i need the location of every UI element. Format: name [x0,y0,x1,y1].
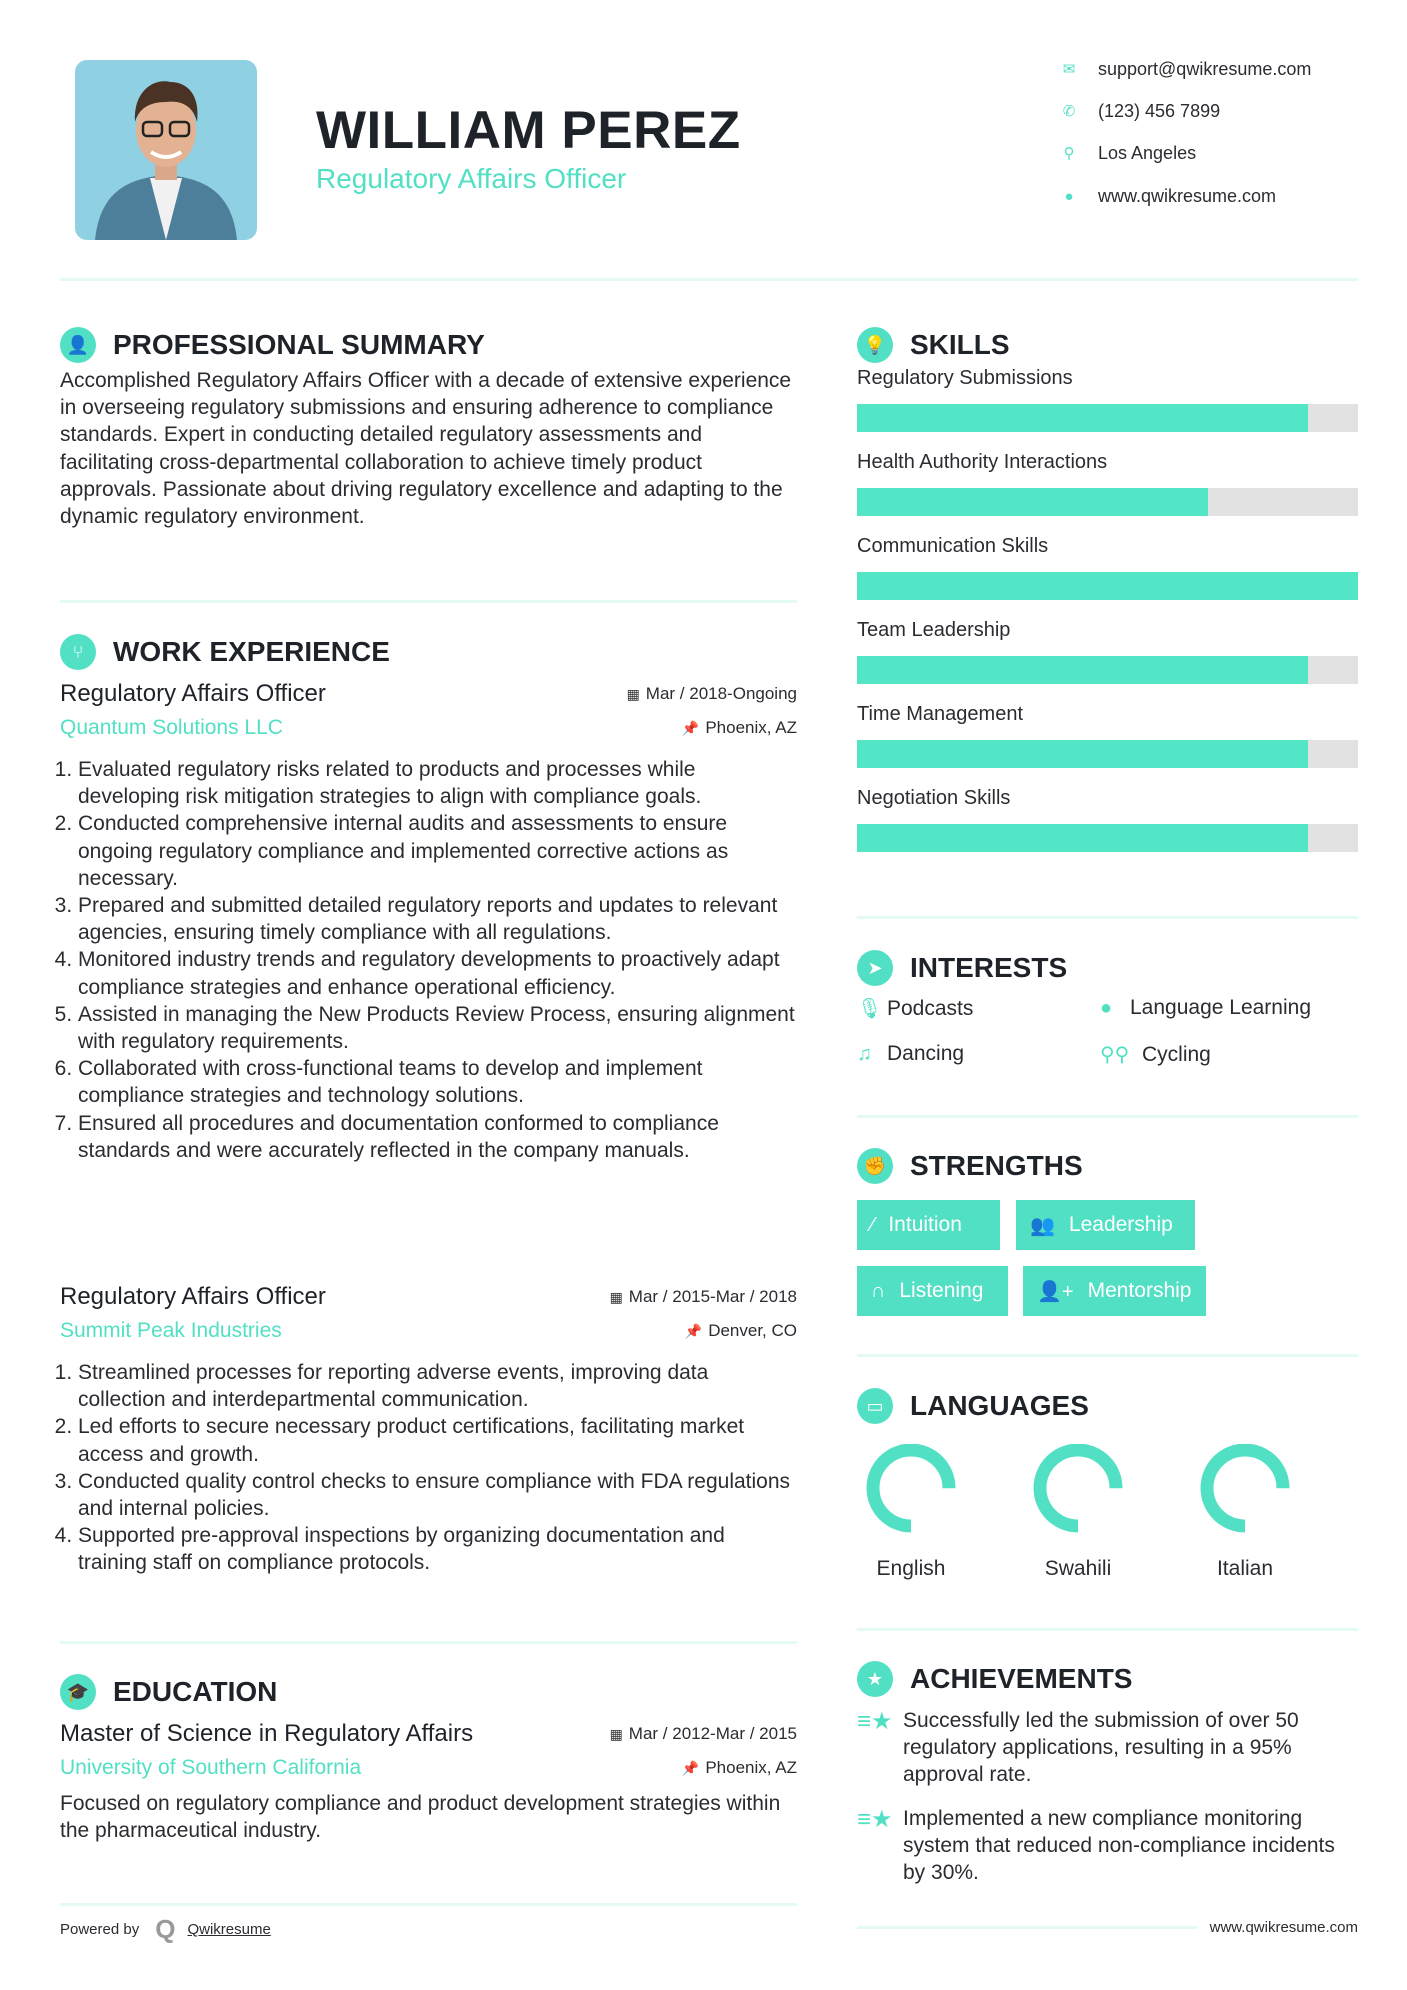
footer-divider [857,1926,1197,1929]
education-location-text: Phoenix, AZ [705,1758,797,1777]
strength-label: Mentorship [1087,1279,1192,1302]
profile-photo [75,60,257,240]
achievement-item [857,1707,1358,1789]
strength-tag [857,1266,1008,1316]
education-heading-text: EDUCATION [113,1676,278,1707]
pin-icon: 📌 [681,1760,700,1776]
skill-label: Negotiation Skills [857,787,1011,809]
skill-label: Regulatory Submissions [857,367,1073,389]
id-card-icon: ▭ [857,1388,893,1424]
globe-icon: ● [1100,996,1113,1019]
fist-icon: ✊ [857,1148,893,1184]
powered-by-text: Powered by [60,1921,140,1938]
language-label: English [876,1557,946,1580]
skill-bar [857,740,1358,768]
degree-title: Master of Science in Regulatory Affairs [60,1720,474,1747]
list-item: 2. Led efforts to secure necessary product certifications, facilitating market access and growth. [78,1413,797,1467]
achievement-text: Implemented a new compliance monitoring system that reduced non-compliance incidents by 30%. [903,1806,1335,1885]
language-proficiency-ring [1207,1450,1283,1526]
powered-by [60,1914,271,1945]
contact-email-text: support@qwikresume.com [1098,58,1312,79]
work-experience-section [60,632,797,1164]
list-item: 1. Evaluated regulatory risks related to products and processes while developing risk mitigation strategies to align with compliance goals. [78,756,797,810]
languages-heading [857,1386,1358,1426]
work-heading-text: WORK EXPERIENCE [113,636,390,667]
microphone-icon: 🎙 [857,998,883,1020]
envelope-icon: ✉ [1062,61,1076,78]
skill-item [857,703,1358,768]
language-label: Italian [1216,1557,1274,1580]
strengths-heading-text: STRENGTHS [910,1150,1083,1181]
languages-section [857,1386,1358,1426]
strength-label: Leadership [1068,1213,1173,1236]
skill-bar-fill [857,404,1308,432]
achievements-section [857,1659,1358,1902]
skill-bar-fill [857,824,1308,852]
list-item: 4. Monitored industry trends and regulatory developments to proactively adapt compliance strategies and enhance operational efficiency. [78,946,797,1000]
magic-wand-icon: ⁄ [871,1213,875,1236]
interest-label: Language Learning [1130,996,1312,1019]
school-name: University of Southern California [60,1756,362,1779]
shooting-star-icon: ≡★ [857,1708,893,1735]
list-item: 3. Prepared and submitted detailed regulatory reports and updates to relevant agencies, ensuring timely compliance with all regulations. [78,892,797,946]
job-location-text: Phoenix, AZ [705,718,797,737]
skill-label: Team Leadership [857,619,1011,641]
section-divider [60,1641,797,1644]
section-divider [857,1354,1358,1357]
summary-heading-text: PROFESSIONAL SUMMARY [113,329,485,360]
contact-website[interactable] [1058,184,1276,208]
language-proficiency-ring [873,1450,949,1526]
skill-item [857,451,1358,516]
job-dates [610,1287,797,1307]
skill-label: Communication Skills [857,535,1049,557]
language-label: Swahili [1044,1557,1112,1580]
job-dates-text: Mar / 2015-Mar / 2018 [628,1287,797,1306]
skill-bar-fill [857,740,1308,768]
strengths-heading [857,1146,1358,1186]
skill-bar-fill [857,488,1208,516]
list-item: 4. Supported pre-approval inspections by organizing documentation and training staff on compliance protocols. [78,1522,797,1576]
skill-bar [857,488,1358,516]
achievements-heading [857,1659,1358,1699]
brand-link[interactable]: Qwikresume [187,1921,271,1938]
education-location [682,1758,797,1778]
skill-label: Time Management [857,703,1023,725]
job-title: Regulatory Affairs Officer [60,680,326,707]
work-heading [60,632,797,672]
strengths-section [857,1146,1358,1186]
skill-bar [857,572,1358,600]
language-item [851,1444,971,1581]
job-company: Quantum Solutions LLC [60,716,283,739]
interest-item [1100,1042,1211,1067]
strength-label: Intuition [888,1213,962,1236]
list-item: 2. Conducted comprehensive internal audits and assessments to ensure ongoing regulatory compliance and implemented corrective actions as necessary. [78,810,797,892]
interest-item [1100,996,1311,1020]
contact-location [1058,141,1196,165]
shooting-star-icon: ≡★ [857,1805,893,1833]
phone-icon: ✆ [1062,103,1076,120]
job-location [682,718,797,738]
interests-section [857,948,1358,988]
strength-tag [857,1200,1000,1250]
achievement-text: Successfully led the submission of over 50 regulatory applications, resulting in a 95% approval rate. [903,1709,1299,1787]
strength-tag [1016,1200,1195,1250]
job-title: Regulatory Affairs Officer [60,1283,326,1310]
job-dates-text: Mar / 2018-Ongoing [645,684,797,703]
list-item: 7. Ensured all procedures and documentation conformed to compliance standards and were accurately reflected in the company manuals. [78,1110,797,1164]
candidate-title: Regulatory Affairs Officer [316,163,627,194]
job-bullets [60,1359,797,1577]
contact-phone-text: (123) 456 7899 [1098,100,1221,121]
skill-bar [857,656,1358,684]
achievements-heading-text: ACHIEVEMENTS [910,1663,1133,1694]
list-item: 5. Assisted in managing the New Products Review Process, ensuring alignment with regulatory requirements. [78,1001,797,1055]
interest-label: Cycling [1142,1042,1211,1066]
header-divider [60,278,1358,281]
contact-phone[interactable] [1058,99,1220,123]
skills-heading-text: SKILLS [910,329,1010,360]
map-pin-icon: ⚲ [1063,145,1075,162]
skill-label: Health Authority Interactions [857,451,1108,473]
pin-icon: 📌 [684,1323,703,1339]
job-location-text: Denver, CO [708,1321,797,1340]
footer-website[interactable]: www.qwikresume.com [1209,1919,1358,1936]
music-note-icon: ♫ [857,1042,872,1065]
job-bullets [60,756,797,1164]
paper-plane-icon: ➤ [857,950,893,986]
interest-label: Dancing [887,1042,965,1065]
user-icon: 👤 [60,327,96,363]
education-dates [610,1724,797,1744]
language-item [1018,1444,1138,1581]
languages-heading-text: LANGUAGES [910,1390,1089,1421]
footer-divider [60,1903,797,1906]
users-icon: 👥 [1030,1214,1055,1237]
job-entry [60,680,797,1164]
education-description: Focused on regulatory compliance and product development strategies within the pharmaceutical industry. [60,1792,781,1843]
skill-bar [857,824,1358,852]
list-item: 6. Collaborated with cross-functional teams to develop and implement compliance strategies and technology solutions. [78,1055,797,1109]
contact-email[interactable] [1058,57,1311,81]
section-divider [857,1115,1358,1118]
headphones-icon: ∩ [871,1279,886,1302]
skill-bar-fill [857,572,1358,600]
user-plus-icon: 👤+ [1037,1280,1074,1303]
interests-heading [857,948,1358,988]
bicycle-icon: ⚲⚲ [1100,1044,1130,1066]
job-entry [60,1283,797,1577]
pin-icon: 📌 [681,720,700,736]
skill-item [857,367,1358,432]
professional-summary-section [60,325,797,530]
skill-bar [857,404,1358,432]
skill-bar-fill [857,656,1308,684]
list-item: 3. Conducted quality control checks to ensure compliance with FDA regulations and internal policies. [78,1468,797,1522]
list-item: 1. Streamlined processes for reporting adverse events, improving data collection and interdepartmental communication. [78,1359,797,1413]
lightbulb-icon: 💡 [857,327,893,363]
globe-icon: ● [1064,187,1074,205]
language-item [1185,1444,1305,1581]
interest-item [857,996,973,1021]
graduate-icon: 🎓 [60,1674,96,1710]
section-divider [857,916,1358,919]
skills-heading [857,325,1358,365]
qwikresume-logo-icon: Q [155,1914,176,1944]
skill-item [857,619,1358,684]
strength-label: Listening [899,1279,984,1302]
summary-text: Accomplished Regulatory Affairs Officer with a decade of extensive experience in overseeing regulatory submissions and ensuring adherence to compliance standards. Expert in conducting detailed regulatory assessments and facilitating cross-departmental collaboration to achieve timely product approvals. Passionate about driving regulatory excellence and adapting to the dynamic regulatory environment. [60,369,792,529]
job-company: Summit Peak Industries [60,1319,282,1342]
contact-location-text: Los Angeles [1098,142,1197,163]
calendar-icon: ▦ [609,1289,623,1305]
education-dates-text: Mar / 2012-Mar / 2015 [628,1724,797,1743]
chair-icon: ⑂ [60,634,96,670]
language-proficiency-ring [1040,1450,1116,1526]
calendar-icon: ▦ [609,1726,623,1742]
candidate-name: WILLIAM PEREZ [316,101,741,160]
strength-tag [1023,1266,1206,1316]
calendar-icon: ▦ [626,686,640,702]
interest-label: Podcasts [887,996,974,1020]
star-badge-icon: ★ [857,1661,893,1697]
section-divider [60,600,797,603]
education-section [60,1672,797,1844]
job-location [685,1321,797,1341]
skill-item [857,535,1358,600]
contact-website-text: www.qwikresume.com [1098,185,1277,206]
interest-item [857,1042,964,1066]
skills-section [857,325,1358,871]
summary-heading [60,325,797,365]
job-dates [627,684,797,704]
achievement-item [857,1805,1358,1887]
education-heading [60,1672,797,1712]
interests-heading-text: INTERESTS [910,952,1068,983]
skill-item [857,787,1358,852]
section-divider [857,1628,1358,1631]
